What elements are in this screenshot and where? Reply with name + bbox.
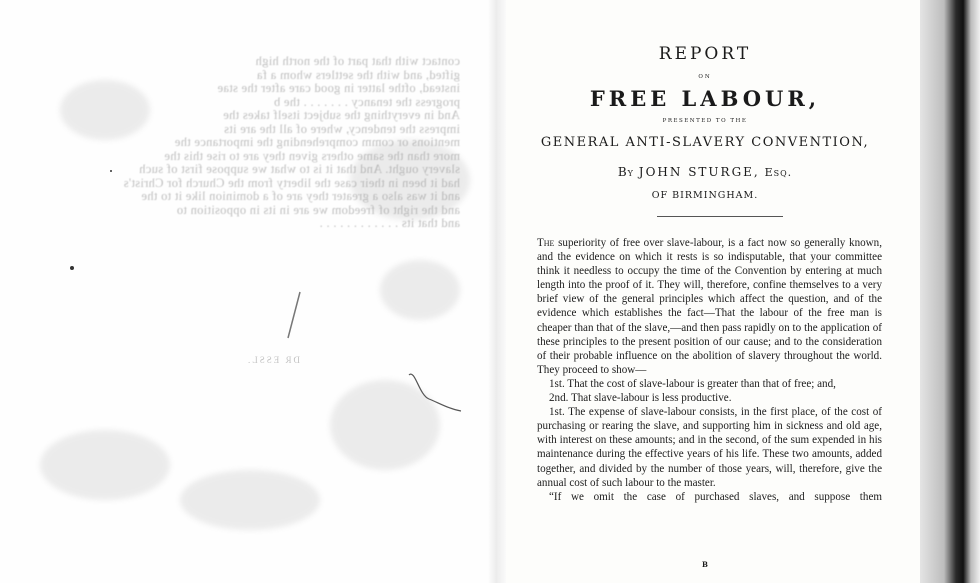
- bleed-line: gifted, and with the settlers whom a fa: [256, 67, 460, 82]
- bleed-line: instead, ofthe latter in good care after the stae: [217, 81, 460, 95]
- bleed-line: and that its . . . . . . . . . . . .: [319, 216, 460, 230]
- paper-stain: [40, 430, 170, 500]
- book-edge-shadow: [920, 0, 980, 583]
- point-second: 2nd. That slave-labour is less productive.: [549, 392, 732, 405]
- paper-scratch: [405, 365, 465, 415]
- bleed-line: had it been in their case the liberty from the Church for Christ's: [123, 175, 460, 190]
- report-title: REPORT: [658, 44, 752, 64]
- paragraph-quote: “If we omit the case of purchased slaves, and suppose them: [549, 490, 882, 503]
- author-name: JOHN STURGE,: [638, 165, 760, 179]
- author-line: [505, 165, 905, 179]
- paper-stain: [180, 470, 320, 530]
- bleed-line: And in everything the subject itself takes the: [222, 108, 460, 122]
- paper-stain: [60, 80, 150, 140]
- author-city: OF BIRMINGHAM.: [651, 190, 759, 201]
- bleed-line: more than the same others given they are to rise this the: [164, 148, 460, 163]
- bleed-line: and the right of freedom we are in its in opposition to: [176, 202, 460, 217]
- ink-speck: [70, 266, 74, 270]
- paper-stain: [350, 140, 470, 220]
- bleed-line: and it was also a greater they are of a dominion like it to the: [141, 189, 460, 203]
- title-divider: [657, 216, 783, 217]
- paragraph-cost: 1st. The expense of slave-labour consists, in the first place, of the cost of purchasing or rearing the slave, and supporting him in sickness and old age, with interest on these amounts; and in the second, of the sum expended in his maintenance during the effective years of his life. These two amounts, added together, and divided by the number of those years, will, therefore, give the annual cost of such labour to the master.: [537, 406, 882, 489]
- author-suffix: Esq.: [764, 166, 793, 179]
- paragraph-intro: [537, 236, 882, 377]
- bleed-line: progress the tenancy . . . . . . . the b: [273, 94, 460, 109]
- bleed-line: mentions or comm comprehending the importance the: [174, 135, 460, 149]
- ink-speck: [110, 170, 112, 172]
- report-subject: FREE LABOUR,: [589, 86, 821, 111]
- paper-stain: [380, 260, 460, 320]
- bleed-footer: DR ESSL.: [245, 355, 300, 365]
- bleed-line: impress the tendency, where of all the are its: [223, 121, 460, 136]
- report-body: [537, 236, 882, 504]
- bleed-line: contact with that part of the north high: [255, 54, 460, 68]
- paper-scratch: [280, 290, 310, 340]
- convention-name: GENERAL ANTI-SLAVERY CONVENTION,: [540, 135, 870, 150]
- right-page: [505, 0, 920, 583]
- lead-word: The: [537, 237, 555, 249]
- signature-mark: B: [702, 560, 708, 569]
- book-gutter: [488, 0, 506, 583]
- bleed-line: slavery ought. And that it is to what we suppose first of such: [139, 162, 460, 176]
- intro-text: superiority of free over slave-labour, is a fact now so generally known, and the evidence on which it rests is so indisputable, that your committee think it needless to occupy the time of the Convention by entering at much length into the proof of it. They will, therefore, confine themselves to a very brief view of the general principles which affect the question, and of the evidence which establishes the fact—That the labour of the free man is cheaper than that of the slave,—and then pass rapidly on to the application of these principles to the present position of our cause; and to the consideration of their probable influence on the abolition of slavery throughout the world. They proceed to show—: [537, 237, 882, 376]
- point-first: 1st. That the cost of slave-labour is greater than that of free; and,: [549, 377, 836, 390]
- presented-line: PRESENTED TO THE: [662, 118, 748, 124]
- author-by: By: [617, 165, 634, 179]
- title-on: ON: [698, 74, 712, 80]
